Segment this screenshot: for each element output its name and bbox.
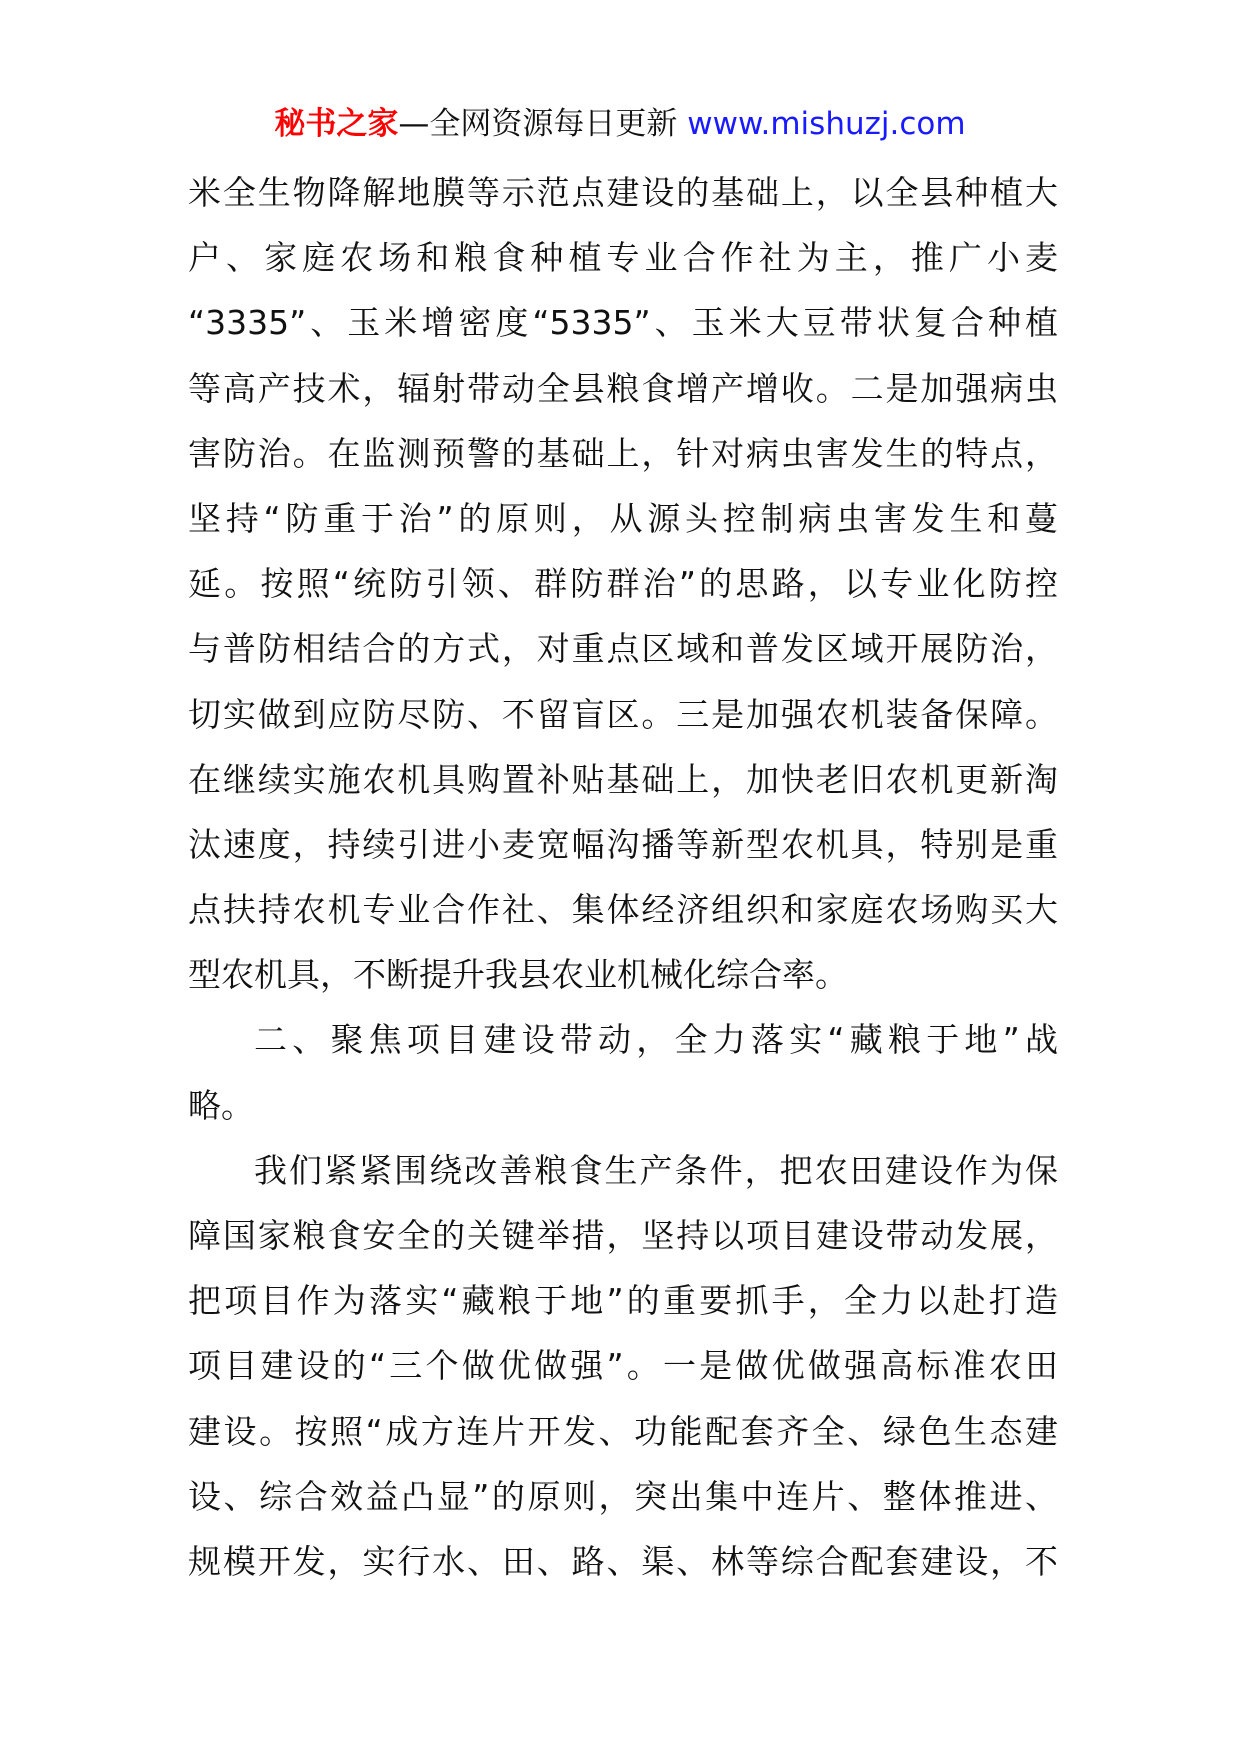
text-line: 害防治。在监测预警的基础上，针对病虫害发生的特点， xyxy=(188,433,1058,473)
text-line: 与普防相结合的方式，对重点区域和普发区域开展防治， xyxy=(188,629,1058,669)
text-line: 型农机具，不断提升我县农业机械化综合率。 xyxy=(188,955,848,995)
text-line: 略。 xyxy=(188,1085,254,1125)
text-line: 项目建设的“三个做优做强”。一是做优做强高标准农田 xyxy=(188,1346,1058,1386)
text-line: 把项目作为落实“藏粮于地”的重要抓手，全力以赴打造 xyxy=(188,1281,1058,1321)
text-line: 切实做到应防尽防、不留盲区。三是加强农机装备保障。 xyxy=(188,694,1058,734)
text-line: 汰速度，持续引进小麦宽幅沟播等新型农机具，特别是重 xyxy=(188,824,1058,864)
text-line: 点扶持农机专业合作社、集体经济组织和家庭农场购买大 xyxy=(188,890,1058,930)
text-line: 延。按照“统防引领、群防群治”的思路，以专业化防控 xyxy=(188,564,1058,604)
text-line: “3335”、玉米增密度“5335”、玉米大豆带状复合种植 xyxy=(188,303,1058,343)
text-line: 障国家粮食安全的关键举措，坚持以项目建设带动发展， xyxy=(188,1216,1058,1255)
page-header xyxy=(0,100,1240,148)
text-line: 坚持“防重于治”的原则，从源头控制病虫害发生和蔓 xyxy=(188,498,1058,538)
brand-name: 秘书之家 xyxy=(274,106,399,142)
text-line: 米全生物降解地膜等示范点建设的基础上，以全县种植大 xyxy=(188,173,1058,212)
text-line: 二、聚焦项目建设带动，全力落实“藏粮于地”战 xyxy=(254,1020,1058,1060)
text-line: 设、综合效益凸显”的原则，突出集中连片、整体推进、 xyxy=(188,1476,1058,1516)
text-line: 我们紧紧围绕改善粮食生产条件，把农田建设作为保 xyxy=(254,1150,1058,1190)
header-tagline: —全网资源每日更新 xyxy=(398,106,678,142)
text-line: 在继续实施农机具购置补贴基础上，加快老旧农机更新淘 xyxy=(188,759,1058,799)
text-line: 户、家庭农场和粮食种植专业合作社为主，推广小麦 xyxy=(188,238,1058,278)
text-line: 规模开发，实行水、田、路、渠、林等综合配套建设，不 xyxy=(188,1541,1058,1581)
text-line: 等高产技术，辐射带动全县粮食增产增收。二是加强病虫 xyxy=(188,368,1058,408)
text-line: 建设。按照“成方连片开发、功能配套齐全、绿色生态建 xyxy=(188,1411,1058,1451)
site-link[interactable]: www.mishuzj.com xyxy=(687,106,966,142)
document-body xyxy=(188,160,1058,1594)
